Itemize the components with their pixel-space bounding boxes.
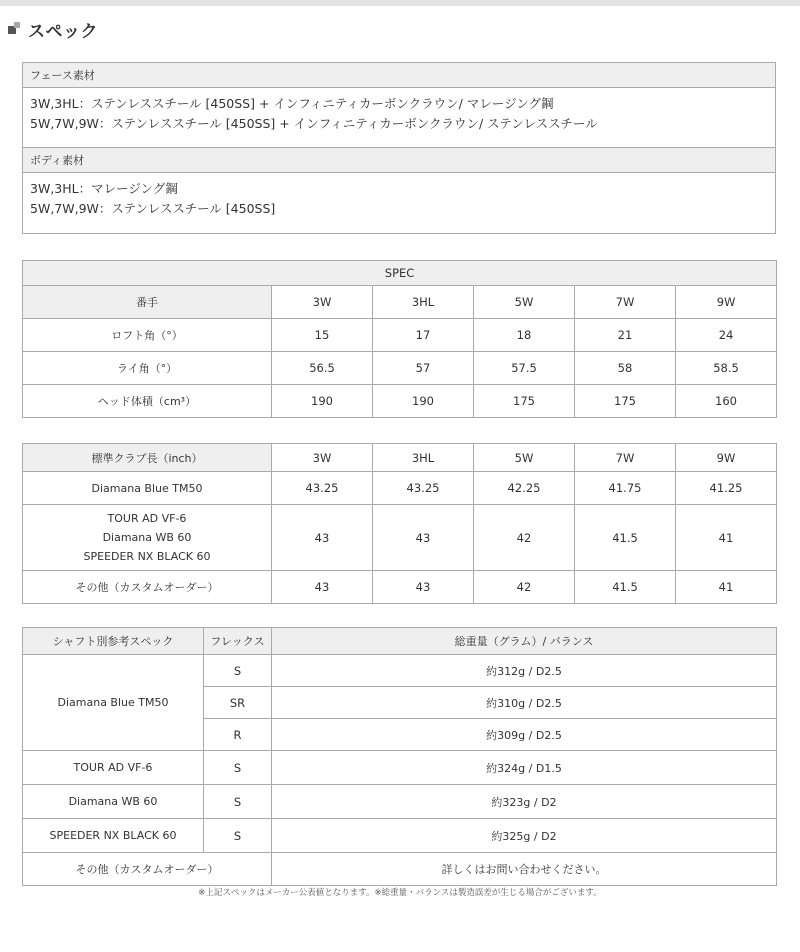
- table-cell: 41: [676, 505, 777, 571]
- weight-balance-cell: 約310g / D2.5: [272, 687, 777, 719]
- spec-column-header: 7W: [575, 286, 676, 319]
- club-length-column-header: 3HL: [373, 444, 474, 472]
- spec-column-header: 3W: [272, 286, 373, 319]
- shaft-name: Diamana WB 60: [23, 785, 204, 819]
- table-cell: 41.75: [575, 472, 676, 505]
- club-length-header-label: 標準クラブ長（inch）: [23, 444, 272, 472]
- club-length-column-header: 5W: [474, 444, 575, 472]
- table-cell: 15: [272, 319, 373, 352]
- table-cell: 21: [575, 319, 676, 352]
- shaft-name: TOUR AD VF-6: [107, 512, 187, 525]
- body-material-label: ボディ素材: [23, 148, 775, 173]
- spec-column-header: 9W: [676, 286, 777, 319]
- table-cell: 190: [373, 385, 474, 418]
- body-material-box: [22, 147, 776, 234]
- face-material-label: フェース素材: [23, 63, 775, 88]
- face-material-line: 5W,7W,9W：ステンレススチール [450SS] + インフィニティカーボンクラウン/ ステンレススチール: [30, 116, 598, 131]
- table-cell: 43.25: [373, 472, 474, 505]
- face-material-line: 3W,3HL：ステンレススチール [450SS] + インフィニティカーボンクラウン/ マレージング鋼: [30, 96, 554, 111]
- table-cell: 41.5: [575, 505, 676, 571]
- table-cell: 41.5: [575, 571, 676, 604]
- club-length-column-header: 3W: [272, 444, 373, 472]
- weight-balance-cell: 約325g / D2: [272, 819, 777, 853]
- spec-table: [22, 260, 777, 418]
- row-label: ヘッド体積（cm³）: [23, 385, 272, 418]
- row-label: ロフト角（°）: [23, 319, 272, 352]
- section-heading: [8, 17, 98, 41]
- page-title: スペック: [28, 21, 98, 42]
- table-cell: 58: [575, 352, 676, 385]
- shaft-spec-header: シャフト別参考スペック: [23, 628, 204, 655]
- table-row: [23, 819, 777, 853]
- club-length-table: [22, 443, 777, 604]
- club-length-column-header: 9W: [676, 444, 777, 472]
- weight-balance-cell: 約324g / D1.5: [272, 751, 777, 785]
- custom-order-note: 詳しくはお問い合わせください。: [272, 853, 777, 886]
- shaft-name: Diamana Blue TM50: [23, 655, 204, 751]
- flex-cell: R: [204, 719, 272, 751]
- shaft-name: TOUR AD VF-6: [23, 751, 204, 785]
- table-row: [23, 505, 777, 571]
- table-row: [23, 472, 777, 505]
- table-row: [23, 352, 777, 385]
- table-cell: 160: [676, 385, 777, 418]
- club-length-column-header: 7W: [575, 444, 676, 472]
- flex-cell: S: [204, 751, 272, 785]
- table-cell: 57.5: [474, 352, 575, 385]
- spec-column-header: 3HL: [373, 286, 474, 319]
- table-cell: 42: [474, 571, 575, 604]
- weight-balance-cell: 約323g / D2: [272, 785, 777, 819]
- flex-cell: S: [204, 655, 272, 687]
- table-row: [23, 751, 777, 785]
- table-cell: 41: [676, 571, 777, 604]
- body-material-line: 5W,7W,9W：ステンレススチール [450SS]: [30, 201, 276, 216]
- weight-balance-cell: 約309g / D2.5: [272, 719, 777, 751]
- face-material-box: [22, 62, 776, 148]
- table-cell: 17: [373, 319, 474, 352]
- table-cell: 41.25: [676, 472, 777, 505]
- table-cell: 43: [272, 505, 373, 571]
- flex-cell: SR: [204, 687, 272, 719]
- custom-order-label: その他（カスタムオーダー）: [23, 853, 272, 886]
- row-label: その他（カスタムオーダー）: [23, 571, 272, 604]
- table-row: [23, 319, 777, 352]
- table-cell: 43: [272, 571, 373, 604]
- table-cell: 43: [373, 505, 474, 571]
- table-cell: 42.25: [474, 472, 575, 505]
- table-cell: 43.25: [272, 472, 373, 505]
- table-cell: 58.5: [676, 352, 777, 385]
- spec-title: SPEC: [23, 261, 777, 286]
- row-label: [23, 505, 272, 571]
- table-row: [23, 385, 777, 418]
- flex-header: フレックス: [204, 628, 272, 655]
- shaft-spec-table: [22, 627, 777, 886]
- table-cell: 190: [272, 385, 373, 418]
- heading-squares-icon: [8, 22, 22, 36]
- shaft-name: SPEEDER NX BLACK 60: [83, 550, 211, 563]
- weight-balance-cell: 約312g / D2.5: [272, 655, 777, 687]
- table-row: [23, 655, 777, 687]
- weight-balance-header: 総重量（グラム）/ バランス: [272, 628, 777, 655]
- table-row: [23, 853, 777, 886]
- flex-cell: S: [204, 785, 272, 819]
- table-cell: 57: [373, 352, 474, 385]
- body-material-line: 3W,3HL：マレージング鋼: [30, 181, 178, 196]
- table-cell: 42: [474, 505, 575, 571]
- footnote: ※上記スペックはメーカー公表値となります。※総重量・バランスは製造誤差が生じる場合がございます。: [198, 888, 602, 898]
- table-cell: 56.5: [272, 352, 373, 385]
- spec-column-header: 5W: [474, 286, 575, 319]
- table-cell: 175: [575, 385, 676, 418]
- shaft-name: SPEEDER NX BLACK 60: [23, 819, 204, 853]
- row-label: Diamana Blue TM50: [23, 472, 272, 505]
- table-cell: 175: [474, 385, 575, 418]
- flex-cell: S: [204, 819, 272, 853]
- table-cell: 24: [676, 319, 777, 352]
- table-row: [23, 571, 777, 604]
- table-cell: 18: [474, 319, 575, 352]
- table-row: [23, 785, 777, 819]
- shaft-name: Diamana WB 60: [102, 531, 192, 544]
- top-bar: [0, 0, 800, 6]
- table-cell: 43: [373, 571, 474, 604]
- row-label: ライ角（°）: [23, 352, 272, 385]
- spec-header-label: 番手: [23, 286, 272, 319]
